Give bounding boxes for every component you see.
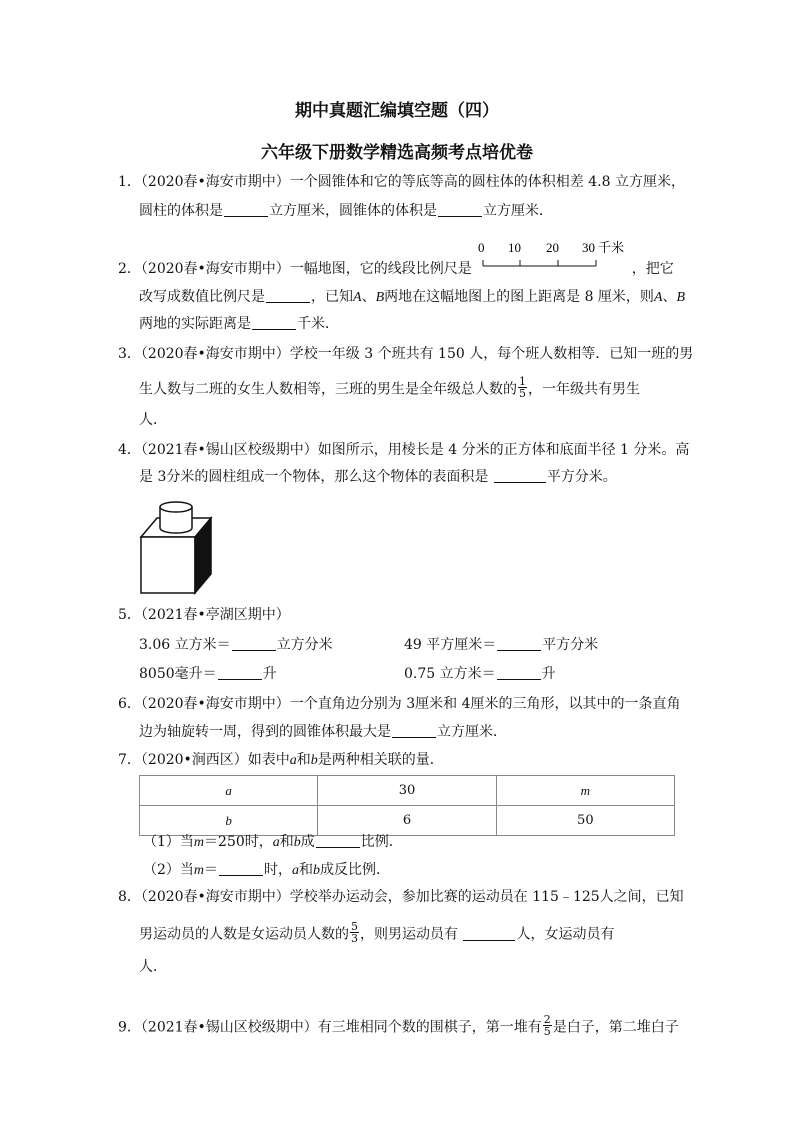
q6-line2 xyxy=(139,722,507,742)
q7-sub1 xyxy=(143,832,403,853)
q8-blank-1 xyxy=(463,926,515,941)
q2-var-a1: A xyxy=(353,290,362,305)
q1-text-b: 立方厘米，圆锥体的体积是 xyxy=(269,203,437,219)
q4-line1: 4．（2021春•锡山区校级期中）如图所示，用棱长是 4 分米的正方体和底面半径 1 分米。高 xyxy=(118,442,690,458)
q8-text-c: 人，女运动员有 xyxy=(516,926,615,943)
page-subtitle: 六年级下册数学精选高频考点培优卷 xyxy=(261,143,533,163)
q7-s1-var-a: a xyxy=(272,835,280,850)
q8-frac-num: 5 xyxy=(351,920,358,933)
q7-s2-a: （2）当 xyxy=(143,862,194,878)
q5-item-b xyxy=(404,635,598,655)
q2-text-d: ，已知 xyxy=(311,289,353,305)
q7-s2-d: 成反比例． xyxy=(320,862,391,878)
q3-fraction xyxy=(518,376,527,399)
scale-tick-0: 0 xyxy=(478,240,485,255)
q9-text-a: 9．（2021春•锡山区校级期中）有三堆相同个数的围棋子，第一堆有 xyxy=(118,1019,542,1036)
table-row xyxy=(140,776,675,806)
q5-c-text: 8050毫升＝ xyxy=(139,666,217,682)
q7-s2-and: 和 xyxy=(299,862,314,878)
q7-s1-a: （1）当 xyxy=(143,834,194,850)
q2-var-b2: B xyxy=(676,290,686,305)
q7-cell-30: 30 xyxy=(318,776,496,806)
q7-s1-d: 比例． xyxy=(360,834,403,850)
q7-s2-var-a: a xyxy=(292,863,300,878)
q5-item-d xyxy=(404,664,556,684)
q5-c-blank xyxy=(218,665,262,680)
q2-sep-1: 、 xyxy=(361,289,376,305)
q7-s1-and: 和 xyxy=(279,834,294,850)
q3-text-b: ，一年级共有男生 xyxy=(528,381,640,398)
q5-line1: 5．（2021春•亭湖区期中） xyxy=(118,607,290,623)
q5-b-unit: 平方分米 xyxy=(542,637,599,653)
scale-unit: 千米 xyxy=(598,241,625,256)
q7-s2-b: ＝ xyxy=(204,862,219,878)
page-title: 期中真题汇编填空题（四） xyxy=(295,101,499,121)
q6-blank xyxy=(392,723,436,738)
q4-text-b: 平方分米。 xyxy=(546,469,617,485)
q5-d-blank xyxy=(497,665,541,680)
q1-line1: 1．（2020春•海安市期中）一个圆锥体和它的等底等高的圆柱体的体积相差 4.8 立方厘米， xyxy=(118,174,685,190)
q7-sub2 xyxy=(143,860,390,881)
q7-s1-b: ＝250时， xyxy=(204,834,273,850)
q2-line3 xyxy=(139,314,339,334)
q9-frac-num: 2 xyxy=(543,1013,551,1026)
q7-and: 和 xyxy=(296,752,311,768)
q3-line3: 人． xyxy=(139,412,167,428)
q5-d-text: 0.75 立方米＝ xyxy=(404,666,496,682)
q2-scale-bar xyxy=(476,240,625,274)
q3-text-a: 生人数与二班的女生人数相等，三班的男生是全年级总人数的 xyxy=(139,381,517,398)
q5-d-unit: 升 xyxy=(541,666,556,682)
q2-text-a: 2．（2020春•海安市期中）一幅地图，它的线段比例尺是 xyxy=(118,261,472,277)
q5-a-unit: 立方分米 xyxy=(276,637,333,653)
q7-s2-c: 时， xyxy=(264,862,293,878)
q2-blank-1 xyxy=(266,288,310,303)
q1-text-a: 圆柱的体积是 xyxy=(139,203,223,219)
q5-c-unit: 升 xyxy=(262,666,277,682)
q8-fraction xyxy=(350,921,359,944)
q6-text-a: 边为轴旋转一周，得到的圆锥体积最大是 xyxy=(139,724,391,740)
q3-line1: 3．（2020春•海安市期中）学校一年级 3 个班共有 150 人，每个班人数相等．已知一班的男 xyxy=(118,346,694,362)
q2-var-b1: B xyxy=(375,290,385,305)
scale-tick-20: 20 xyxy=(546,240,559,255)
q8-line1: 8．（2020春•海安市期中）学校举办运动会，参加比赛的运动员在 115﹣125人之间，已知 xyxy=(118,889,684,905)
q7-cell-50: 50 xyxy=(496,806,674,836)
q5-a-text: 3.06 立方米＝ xyxy=(139,637,231,653)
q7-s1-m: m xyxy=(193,835,205,850)
q7-s1-c: 成 xyxy=(300,834,315,850)
q9-fraction xyxy=(543,1014,552,1037)
q7-var-b: b xyxy=(310,753,318,768)
q2-text-b: ，把它 xyxy=(631,261,674,277)
q8-line2 xyxy=(139,920,615,946)
q8-frac-den: 3 xyxy=(351,932,358,945)
scale-tick-30: 30 xyxy=(582,240,595,255)
q5-item-a xyxy=(139,635,333,655)
q8-line3: 人． xyxy=(139,959,167,975)
table-row xyxy=(140,806,675,836)
q9-line1 xyxy=(118,1013,679,1039)
q7-table xyxy=(139,775,675,836)
q9-text-b: 是白子，第二堆白子 xyxy=(552,1019,679,1036)
q7-cell-6: 6 xyxy=(318,806,496,836)
q7-cell-a: a xyxy=(225,782,232,798)
q3-line2 xyxy=(139,375,640,401)
cube-cylinder-figure xyxy=(140,495,212,595)
q6-line1: 6．（2020春•海安市期中）一个直角边分别为 3厘米和 4厘米的三角形，以其中的一条直角 xyxy=(118,696,681,712)
q1-blank-1 xyxy=(224,202,268,217)
q4-line2 xyxy=(139,467,617,487)
q2-text-c: 改写成数值比例尺是 xyxy=(139,289,265,305)
q7-line1 xyxy=(118,750,444,771)
q3-frac-num: 1 xyxy=(519,375,526,388)
q2-line2 xyxy=(139,287,685,308)
q7-text-b: 是两种相关联的量． xyxy=(317,752,444,768)
q1-blank-2 xyxy=(438,202,482,217)
q1-line2 xyxy=(139,201,553,221)
q5-item-c xyxy=(139,664,277,684)
q7-cell-m: m xyxy=(580,782,591,798)
q4-blank xyxy=(494,468,546,483)
q7-blank-2 xyxy=(219,861,263,876)
q2-blank-2 xyxy=(252,315,296,330)
q7-blank-1 xyxy=(316,833,360,848)
q2-text-f: 两地的实际距离是 xyxy=(139,316,251,332)
q7-text-a: 7．（2020•涧西区）如表中 xyxy=(118,752,290,768)
q5-b-text: 49 平方厘米＝ xyxy=(404,637,497,653)
q8-text-a: 男运动员的人数是女运动员人数的 xyxy=(139,926,349,943)
q7-s1-var-b: b xyxy=(293,835,301,850)
q4-text-a: 是 3分米的圆柱组成一个物体，那么这个物体的表面积是 xyxy=(139,469,489,485)
q2-var-a2: A xyxy=(653,290,663,305)
q5-a-blank xyxy=(232,636,276,651)
scale-tick-10: 10 xyxy=(508,240,521,255)
q9-frac-den: 5 xyxy=(543,1025,551,1038)
q5-b-blank xyxy=(497,636,541,651)
q2-text-e: 两地在这幅地图上的图上距离是 8 厘米，则 xyxy=(384,289,654,305)
q3-frac-den: 5 xyxy=(519,387,526,400)
q7-cell-b: b xyxy=(225,812,232,828)
q2-sep-2: 、 xyxy=(662,289,677,305)
q8-text-b: ，则男运动员有 xyxy=(360,926,458,943)
q1-text-c: 立方厘米． xyxy=(483,203,553,219)
q7-s2-var-b: b xyxy=(313,863,321,878)
q6-text-b: 立方厘米． xyxy=(437,724,507,740)
q7-var-a: a xyxy=(289,753,297,768)
q2-text-g: 千米． xyxy=(297,316,339,332)
q7-s2-m: m xyxy=(193,863,205,878)
